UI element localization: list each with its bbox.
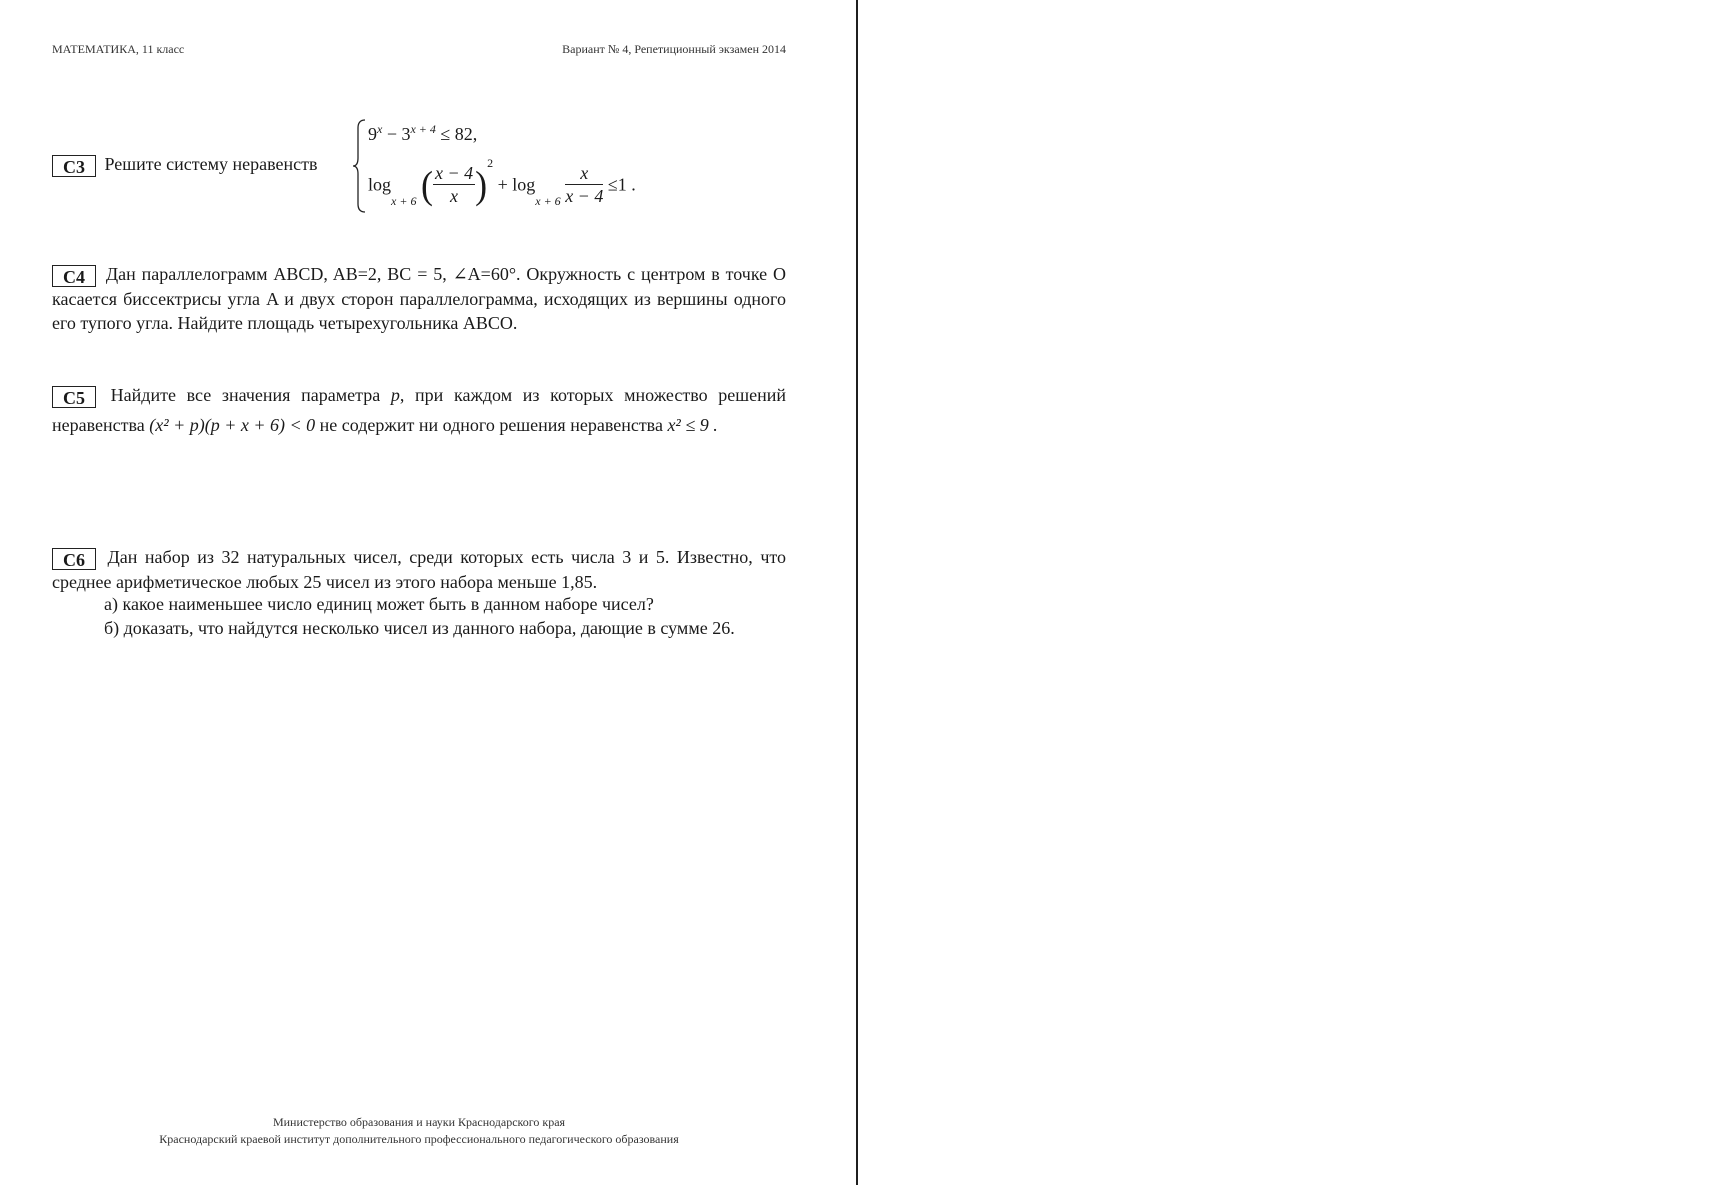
task-c5: C5 Найдите все значения параметра p, при каждом из которых множество решений неравенства (x² + p)(p + x + 6) < 0 не содержит ни одного решения неравенства x² ≤ 9 . <box>52 385 786 435</box>
task-c6-item-a: а) какое наименьшее число единиц может быть в данном наборе чисел? <box>104 594 654 614</box>
curly-brace-icon <box>352 118 368 214</box>
inequality-2: x² ≤ 9 . <box>667 415 718 435</box>
fraction: $\frac{x - 4}{x}$ <box>434 163 474 207</box>
parameter-p: p <box>390 385 400 405</box>
task-c4 <box>52 262 786 335</box>
header-subject: МАТЕМАТИКА, 11 класс <box>52 42 185 56</box>
inequality-1: (x² + p)(p + x + 6) < 0 <box>149 415 316 435</box>
task-c6 <box>52 545 786 594</box>
task-label-c5: C5 <box>52 386 96 408</box>
header-variant: Вариант № 4, Репетиционный экзамен 2014 <box>562 42 786 56</box>
system-row-2: $\log_{x + 6}$ ( $\frac{x - 4}{x}$ )$^2 + \log_{x + 6}$ $\frac{x}{x - 4}$ ≤1 . <box>368 156 636 208</box>
fraction: $\frac{x}{x - 4}$ <box>565 163 604 207</box>
task-label-c3: C3 <box>52 155 96 177</box>
system-row-1: $9^x - 3^{x + 4} \le 82$, <box>368 122 478 144</box>
task-c4-text: Дан параллелограмм ABCD, AB=2, BC = 5, ∠A=60°. Окружность с центром в точке O касается биссектрисы угла A и двух сторон параллелограмма, исходящих из вершины одного его тупого угла. Найдите площадь четырехугольника ABCO. <box>52 264 786 333</box>
task-label-c4: C4 <box>52 265 96 287</box>
task-c6-item-b: б) доказать, что найдутся несколько чисел из данного набора, дающие в сумме 26. <box>104 618 735 638</box>
task-c3-text: Решите систему неравенств <box>104 154 318 174</box>
exam-page <box>0 0 856 1185</box>
task-c6-text: Дан набор из 32 натуральных чисел, среди которых есть числа 3 и 5. Известно, что среднее арифметическое любых 25 чисел из этого набора меньше 1,85. <box>52 547 786 592</box>
inequality-system <box>352 118 682 214</box>
footer-line-2: Краснодарский краевой институт дополнительного профессионального педагогического образования <box>159 1132 679 1146</box>
task-label-c6: C6 <box>52 548 96 570</box>
footer-line-1: Министерство образования и науки Краснодарского края <box>272 1115 566 1129</box>
page-divider <box>856 0 858 1185</box>
